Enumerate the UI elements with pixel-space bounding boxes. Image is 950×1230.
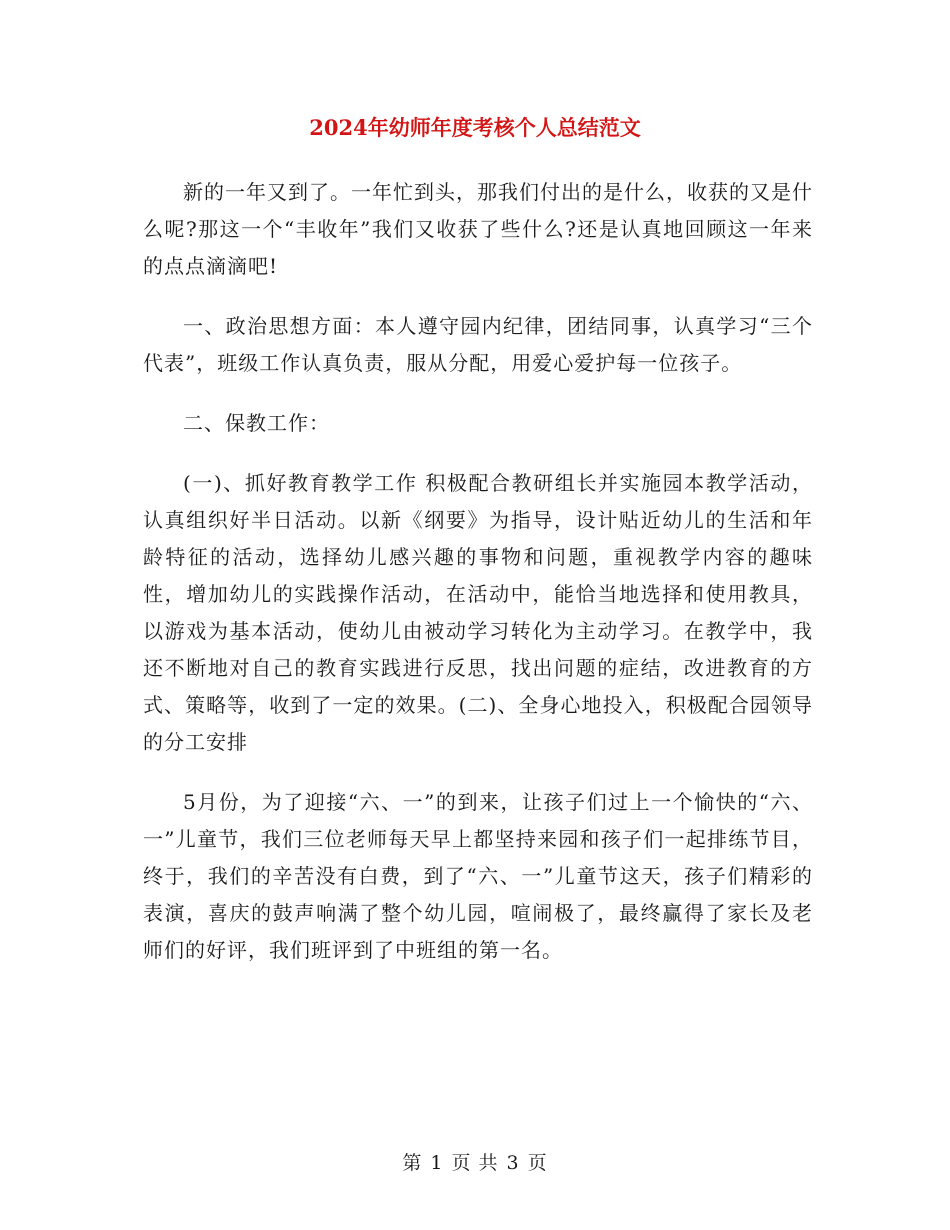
footer-total-pages: 3 <box>506 1152 520 1174</box>
section-heading-teaching: 二、保教工作： <box>183 411 330 435</box>
footer-page-number: 1 <box>430 1152 444 1174</box>
footer-prefix: 第 <box>402 1152 423 1174</box>
footer-suffix: 页 <box>527 1152 548 1174</box>
paragraph-political: 一、政治思想方面：本人遵守园内纪律，团结同事，认真学习“三个代表”，班级工作认真负责，服从分配，用爱心爱护每一位孩子。 <box>143 314 813 375</box>
footer-middle: 页 共 <box>451 1152 499 1174</box>
document-body <box>143 174 813 992</box>
page-footer <box>0 1148 950 1178</box>
paragraph-teaching: (一)、抓好教育教学工作 积极配合教研组长并实施园本教学活动，认真组织好半日活动。以新《纲要》为指导，设计贴近幼儿的生活和年龄特征的活动，选择幼儿感兴趣的事物和问题，重视教学内容的趣味性，增加幼儿的实践操作活动，在活动中，能恰当地选择和使用教具，以游戏为基本活动，使幼儿由被动学习转化为主动学习。在教学中，我还不断地对自己的教育实践进行反思，找出问题的症结，改进教育的方式、策略等，收到了一定的效果。(二)、全身心地投入，积极配合园领导的分工安排 <box>143 471 813 754</box>
paragraph-childrens-day: 5月份，为了迎接“六、一”的到来，让孩子们过上一个愉快的“六、一”儿童节，我们三位老师每天早上都坚持来园和孩子们一起排练节目，终于，我们的辛苦没有白费，到了“六、一”儿童节这天，孩子们精彩的表演，喜庆的鼓声响满了整个幼儿园，喧闹极了，最终赢得了家长及老师们的好评，我们班评到了中班组的第一名。 <box>143 790 813 962</box>
document-title: 2024年幼师年度考核个人总结范文 <box>309 115 641 140</box>
paragraph-intro: 新的一年又到了。一年忙到头，那我们付出的是什么，收获的又是什么呢?那这一个“丰收年”我们又收获了些什么?还是认真地回顾这一年来的点点滴滴吧! <box>143 180 813 278</box>
